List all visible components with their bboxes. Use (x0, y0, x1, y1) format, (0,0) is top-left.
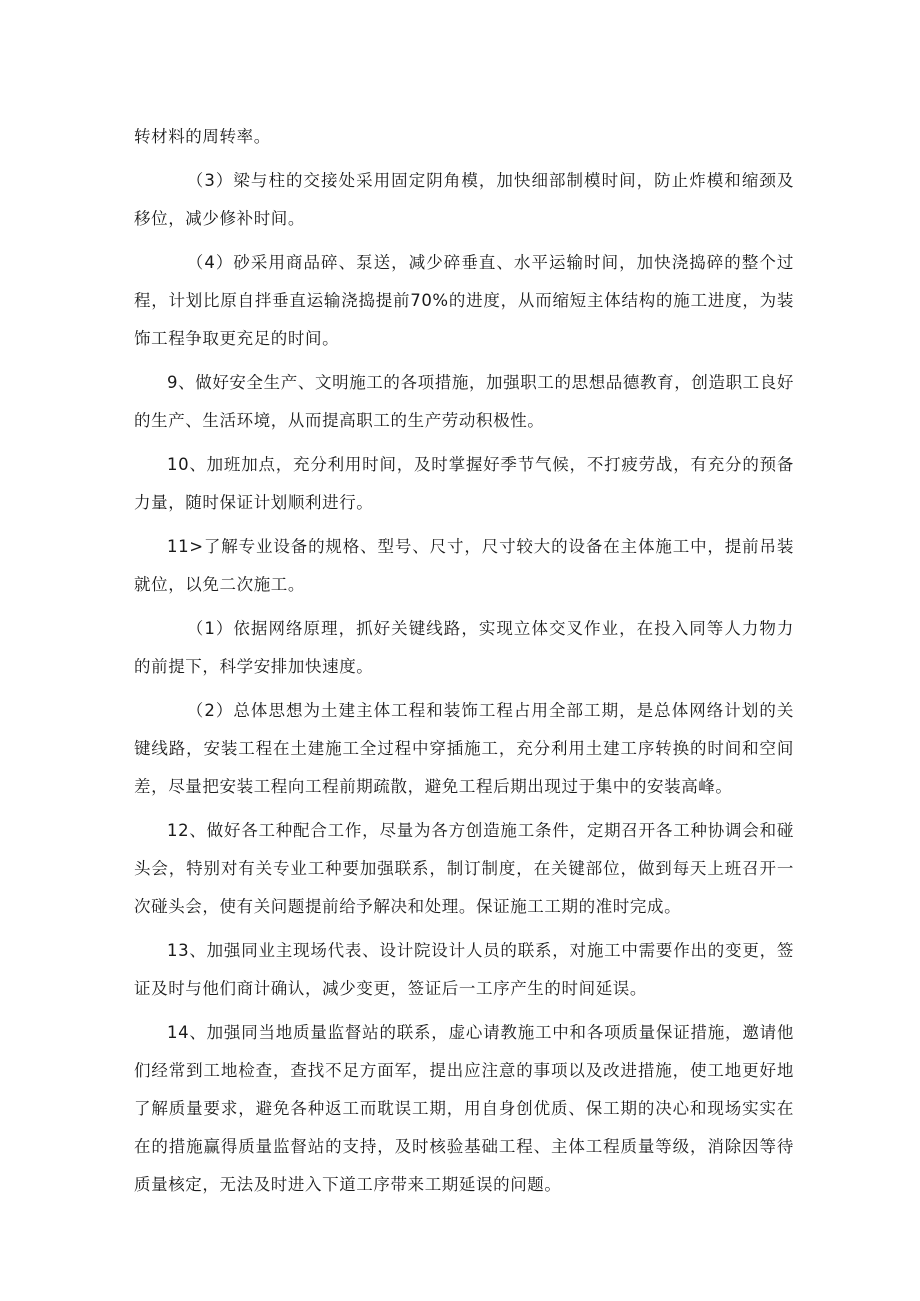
paragraph-10: 10、加班加点，充分利用时间，及时掌握好季节气候，不打疲劳战，有充分的预备力量，随时保证计划顺利进行。 (134, 455, 794, 512)
paragraph-item-3: （3）梁与柱的交接处采用固定阴角模，加快细部制模时间，防止炸模和缩颈及移位，减少修补时间。 (134, 171, 794, 228)
document-body (134, 118, 794, 1210)
paragraph-11-item-1: （1）依据网络原理，抓好关键线路，实现立体交叉作业，在投入同等人力物力的前提下，科学安排加快速度。 (134, 619, 794, 676)
paragraph-11: 11>了解专业设备的规格、型号、尺寸，尺寸较大的设备在主体施工中，提前吊装就位，以免二次施工。 (134, 537, 794, 594)
paragraph-9: 9、做好安全生产、文明施工的各项措施，加强职工的思想品德教育，创造职工良好的生产、生活环境，从而提高职工的生产劳动积极性。 (134, 373, 794, 430)
paragraph-12: 12、做好各工种配合工作，尽量为各方创造施工条件，定期召开各工种协调会和碰头会，特别对有关专业工种要加强联系，制订制度，在关键部位，做到每天上班召开一次碰头会，使有关问题提前给予解决和处理。保证施工工期的准时完成。 (134, 821, 794, 916)
paragraph-continuation: 转材料的周转率。 (134, 127, 271, 146)
paragraph-11-item-2: （2）总体思想为土建主体工程和装饰工程占用全部工期，是总体网络计划的关键线路，安装工程在土建施工全过程中穿插施工，充分利用土建工序转换的时间和空间差，尽量把安装工程向工程前期疏散，避免工程后期出现过于集中的安装高峰。 (134, 701, 794, 796)
paragraph-item-4: （4）砂采用商品碎、泵送，减少碎垂直、水平运输时间，加快浇捣碎的整个过程，计划比原自拌垂直运输浇捣提前70%的进度，从而缩短主体结构的施工进度，为装饰工程争取更充足的时间。 (134, 253, 794, 348)
paragraph-14: 14、加强同当地质量监督站的联系，虚心请教施工中和各项质量保证措施，邀请他们经常到工地检查，查找不足方面军，提出应注意的事项以及改进措施，使工地更好地了解质量要求，避免各种返工而耽误工期，用自身创优质、保工期的决心和现场实实在在的措施赢得质量监督站的支持，及时核验基础工程、主体工程质量等级，消除因等待质量核定，无法及时进入下道工序带来工期延误的问题。 (134, 1023, 794, 1194)
paragraph-13: 13、加强同业主现场代表、设计院设计人员的联系，对施工中需要作出的变更，签证及时与他们商计确认，减少变更，签证后一工序产生的时间延误。 (134, 941, 794, 998)
